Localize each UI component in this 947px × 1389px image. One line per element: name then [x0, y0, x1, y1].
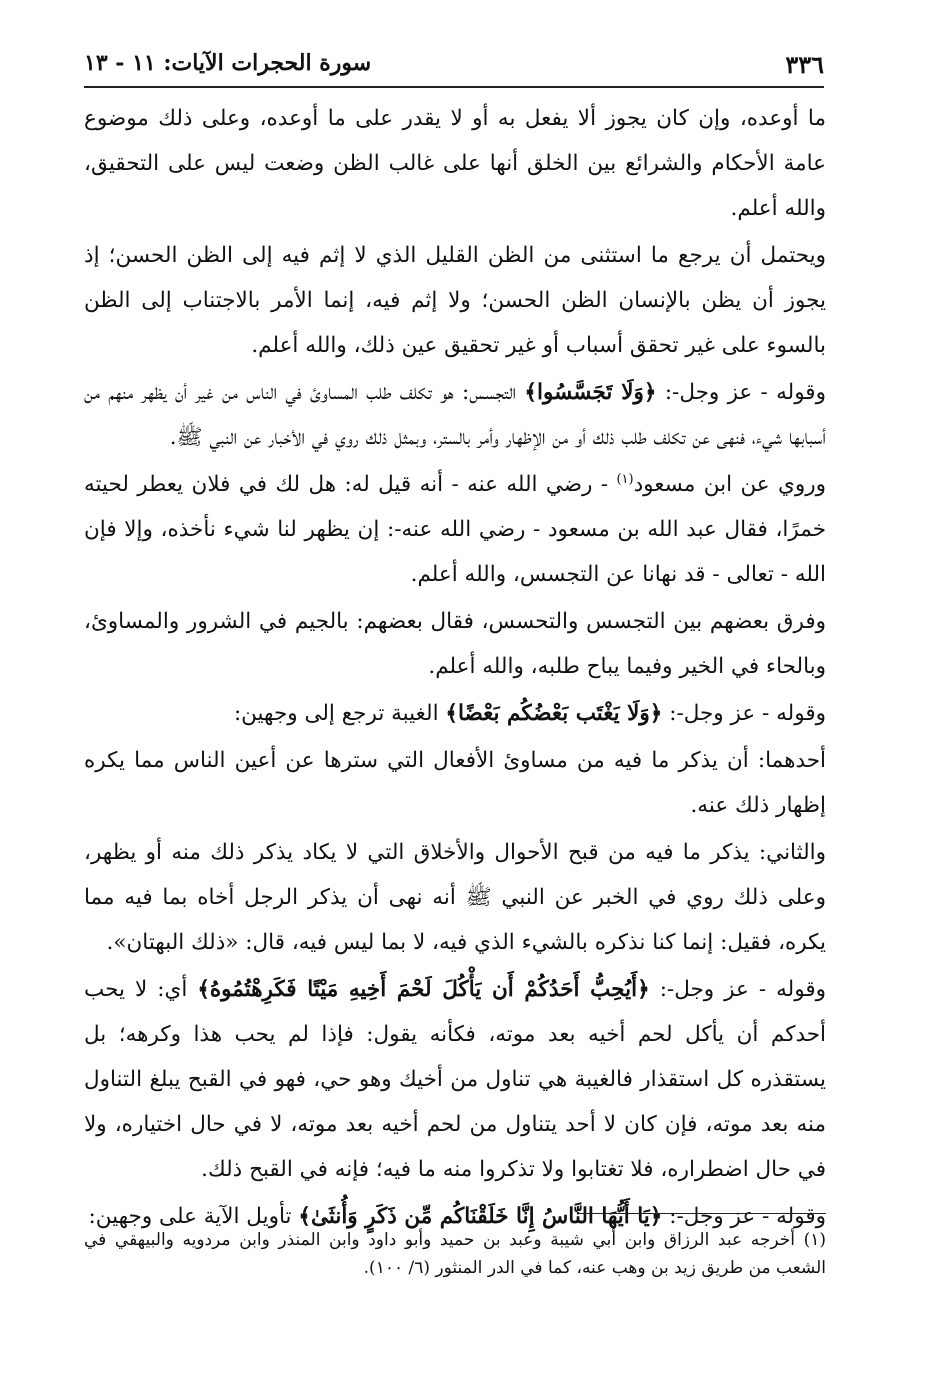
quran-verse-khalaqnakum: ﴿يَا أَيُّهَا النَّاسُ إِنَّا خَلَقْنَاكُم مِّن ذَكَرٍ وَأُنثَىٰ﴾ — [298, 1204, 663, 1229]
running-title: سورة الحجرات الآيات: ١١ - ١٣ — [84, 50, 372, 76]
body-text — [84, 96, 826, 1241]
paragraph-4 — [84, 462, 826, 597]
footnote-marker[interactable]: (١) — [616, 471, 634, 487]
paragraph-9-intro: وقوله - عز وجل-: — [659, 977, 826, 1002]
quran-verse-tajassus: ﴿وَلَا تَجَسَّسُوا﴾ — [524, 380, 657, 405]
paragraph-3-intro: وقوله - عز وجل-: — [664, 380, 826, 405]
page-number: ٣٣٦ — [785, 50, 824, 79]
paragraph-6 — [84, 691, 826, 736]
paragraph-1: ما أوعده، وإن كان يجوز ألا يفعل به أو لا يقدر على ما أوعده، وعلى ذلك موضوع عامة الأحكام والشرائع بين الخلق أنها على غالب الظن وضعت ليس على التحقيق، والله أعلم. — [84, 106, 826, 221]
paragraph-2: ويحتمل أن يرجع ما استثنى من الظن القليل الذي لا إثم فيه إلى الظن الحسن؛ إذ يجوز أن يظن بالإنسان الظن الحسن؛ ولا إثم فيه، إنما الأمر بالاجتناب إلى الظن بالسوء على غير تحقق أسباب أو غير تحقيق عين ذلك، والله أعلم. — [84, 243, 826, 358]
page-header — [84, 42, 824, 88]
quran-verse-lahm-akhih: ﴿أَيُحِبُّ أَحَدُكُمْ أَن يَأْكُلَ لَحْمَ أَخِيهِ مَيْتًا فَكَرِهْتُمُوهُ﴾ — [197, 977, 650, 1002]
paragraph-6-intro: وقوله - عز وجل-: — [669, 701, 826, 726]
paragraph-8: والثاني: يذكر ما فيه من قبح الأحوال والأخلاق التي لا يكاد يذكر ذلك منه أو يظهر، وعلى ذلك روي في الخبر عن النبي ﷺ أنه نهى أن يذكر الرجل أخاه بما فيه مما يكره، فقيل: إنما كنا نذكره بالشيء الذي فيه، لا بما ليس فيه، قال: «ذلك البهتان». — [84, 840, 826, 955]
footnote-1: (١) أخرجه عبد الرزاق وابن أبي شيبة وعبد بن حميد وأبو داود وابن المنذر وابن مردويه والبيهقي في الشعب من طريق زيد بن وهب عنه، كما في الدر المنثور (٦/ ١٠٠). — [84, 1230, 826, 1278]
paragraph-3 — [84, 370, 826, 460]
paragraph-7: أحدهما: أن يذكر ما فيه من مساوئ الأفعال التي سترها عن أعين الناس مما يكره إظهار ذلك عنه. — [84, 748, 826, 818]
footnote-section — [84, 1226, 826, 1282]
quran-verse-ghiba: ﴿وَلَا يَغْتَب بَعْضُكُم بَعْضًا﴾ — [445, 701, 663, 726]
paragraph-9 — [84, 967, 826, 1192]
footnote-divider — [578, 1213, 826, 1214]
paragraph-4-start: وروي عن ابن مسعود — [633, 472, 826, 497]
paragraph-10-rest: تأويل الآية على وجهين: — [88, 1204, 292, 1229]
paragraph-10-intro: وقوله - عز وجل-: — [669, 1204, 826, 1229]
paragraph-4-rest: - رضي الله عنه - أنه قيل له: هل لك في فلان يعطر لحيته خمرًا، فقال عبد الله بن مسعود - رضي الله عنه-: إن يظهر لنا شيء نأخذه، وإلا فإن الله - تعالى - قد نهانا عن التجسس، والله أعلم. — [84, 472, 826, 587]
paragraph-6-rest: الغيبة ترجع إلى وجهين: — [233, 701, 439, 726]
paragraph-5: وفرق بعضهم بين التجسس والتحسس، فقال بعضهم: بالجيم في الشرور والمساوئ، وبالحاء في الخير وفيما يباح طلبه، والله أعلم. — [84, 609, 826, 679]
paragraph-9-rest: أي: لا يحب أحدكم أن يأكل لحم أخيه بعد موته، فكأنه يقول: فإذا لم يحب هذا وكرهه؛ بل يستقذره كل استقذار فالغيبة هي تناول من أخيك وهو حي، فهو في القبح يبلغ التناول منه بعد موته، فإن كان لا أحد يتناول من لحم أخيه بعد موته، لا في حال اختياره، ولا في حال اضطراره، فلا تغتابوا ولا تذكروا منه ما فيه؛ فإنه في القبح ذلك. — [84, 977, 826, 1182]
paragraph-3-rest: التجسس: هو تكلف طلب المساوئ في الناس من غير أن يظهر منهم من أسبابها شيء، فنهى عن تكلف طلب ذلك أو من الإظهار وأمر بالستر، وبمثل ذلك روي في الأخبار عن النبي ﷺ. — [84, 380, 826, 450]
